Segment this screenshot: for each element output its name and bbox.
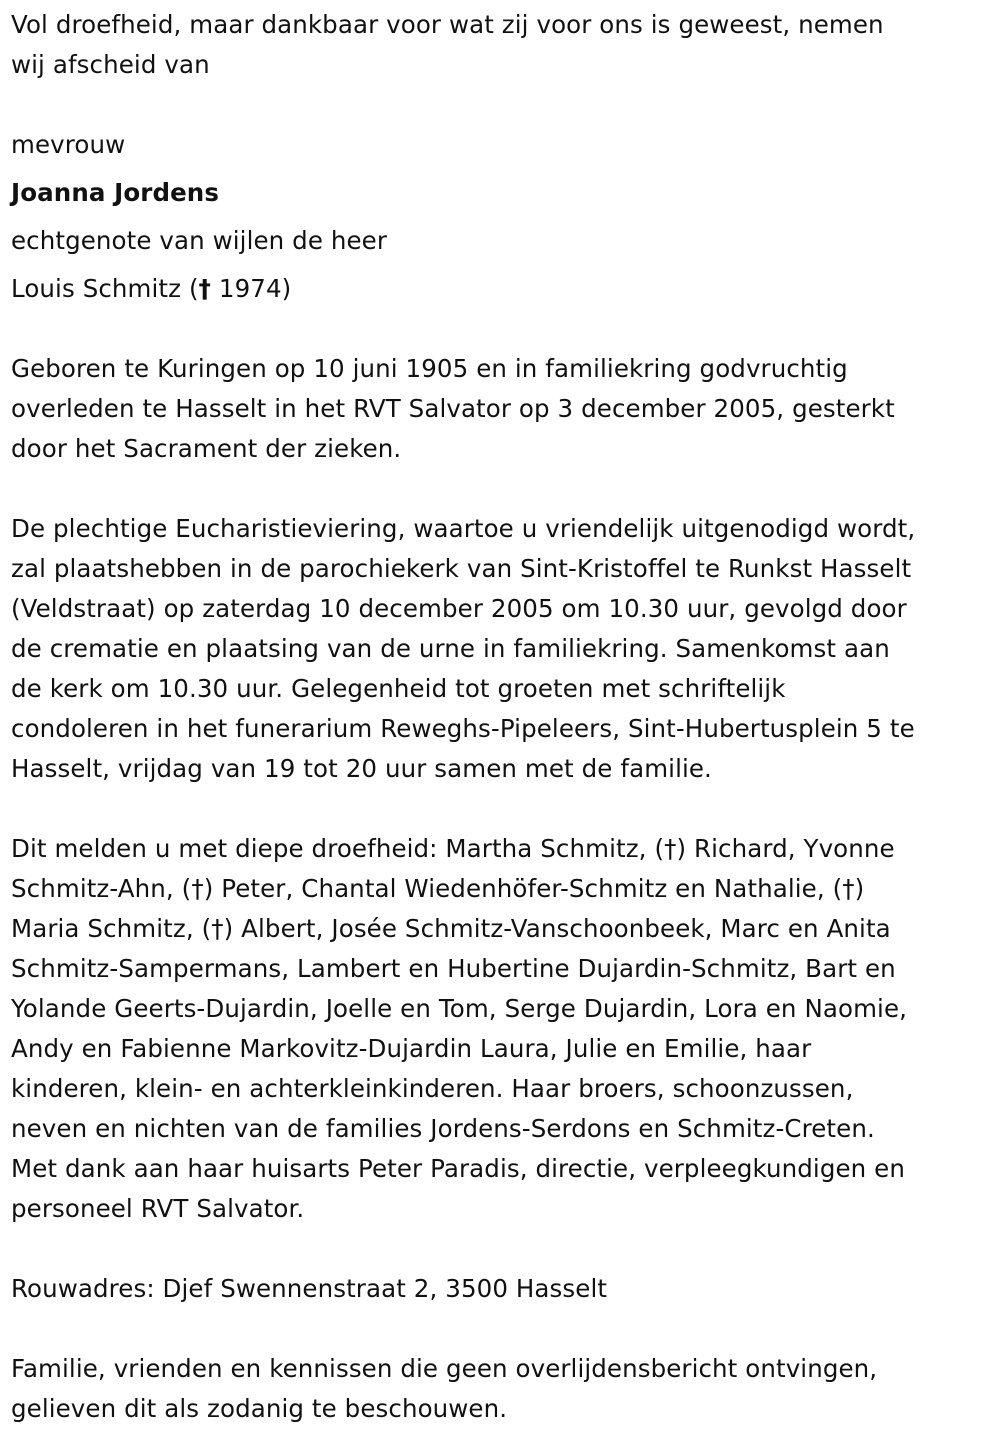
- birth-death-paragraph: Geboren te Kuringen op 10 juni 1905 en in familiekring godvruchtig overleden te Hasselt in het RVT Salvator op 3 december 2005, gesterkt door het Sacrament der zieken.: [11, 354, 895, 463]
- cross-icon: †: [198, 274, 211, 303]
- spouse-line: echtgenote van wijlen de heer: [11, 226, 388, 255]
- ceremony-paragraph: De plechtige Eucharistieviering, waartoe u vriendelijk uitgenodigd wordt, zal plaatshebben in de parochiekerk van Sint-Kristoffel te Runkst Hasselt (Veldstraat) op zaterdag 10 december 2005 om 10.30 uur, gevolgd door de crematie en plaatsing van de urne in familiekring. Samenkomst aan de kerk om 10.30 uur. Gelegenheid tot groeten met schriftelijk condoleren in het funerarium Reweghs-Pipeleers, Sint-Hubertusplein 5 te Hasselt, vrijdag van 19 tot 20 uur samen met de familie.: [11, 514, 916, 783]
- intro-paragraph: Vol droefheid, maar dankbaar voor wat zij voor ons is geweest, nemen wij afscheid van: [11, 10, 884, 79]
- honorific: mevrouw: [11, 130, 126, 159]
- spouse-name-line: [11, 269, 993, 309]
- mourning-address: Rouwadres: Djef Swennenstraat 2, 3500 Hasselt: [11, 1274, 608, 1303]
- family-paragraph: Dit melden u met diepe droefheid: Martha Schmitz, (†) Richard, Yvonne Schmitz-Ahn, (†) Peter, Chantal Wiedenhöfer-Schmitz en Nathalie, (†) Maria Schmitz, (†) Albert, Josée Schmitz-Vanschoonbeek, Marc en Anita Schmitz-Sampermans, Lambert en Hubertine Dujardin-Schmitz, Bart en Yolande Geerts-Dujardin, Joelle en Tom, Serge Dujardin, Lora en Naomie, Andy en Fabienne Markovitz-Dujardin Laura, Julie en Emilie, haar kinderen, klein- en achterkleinkinderen. Haar broers, schoonzussen, neven en nichten van de families Jordens-Serdons en Schmitz-Creten. Met dank aan haar huisarts Peter Paradis, directie, verpleegkundigen en personeel RVT Salvator.: [11, 834, 908, 1223]
- closing-paragraph: Familie, vrienden en kennissen die geen overlijdensbericht ontvingen, gelieven dit als zodanig te beschouwen.: [11, 1354, 878, 1423]
- deceased-name: Joanna Jordens: [11, 178, 220, 207]
- spouse-death-year: 1974): [211, 274, 292, 303]
- spouse-name: Louis Schmitz (: [11, 274, 199, 303]
